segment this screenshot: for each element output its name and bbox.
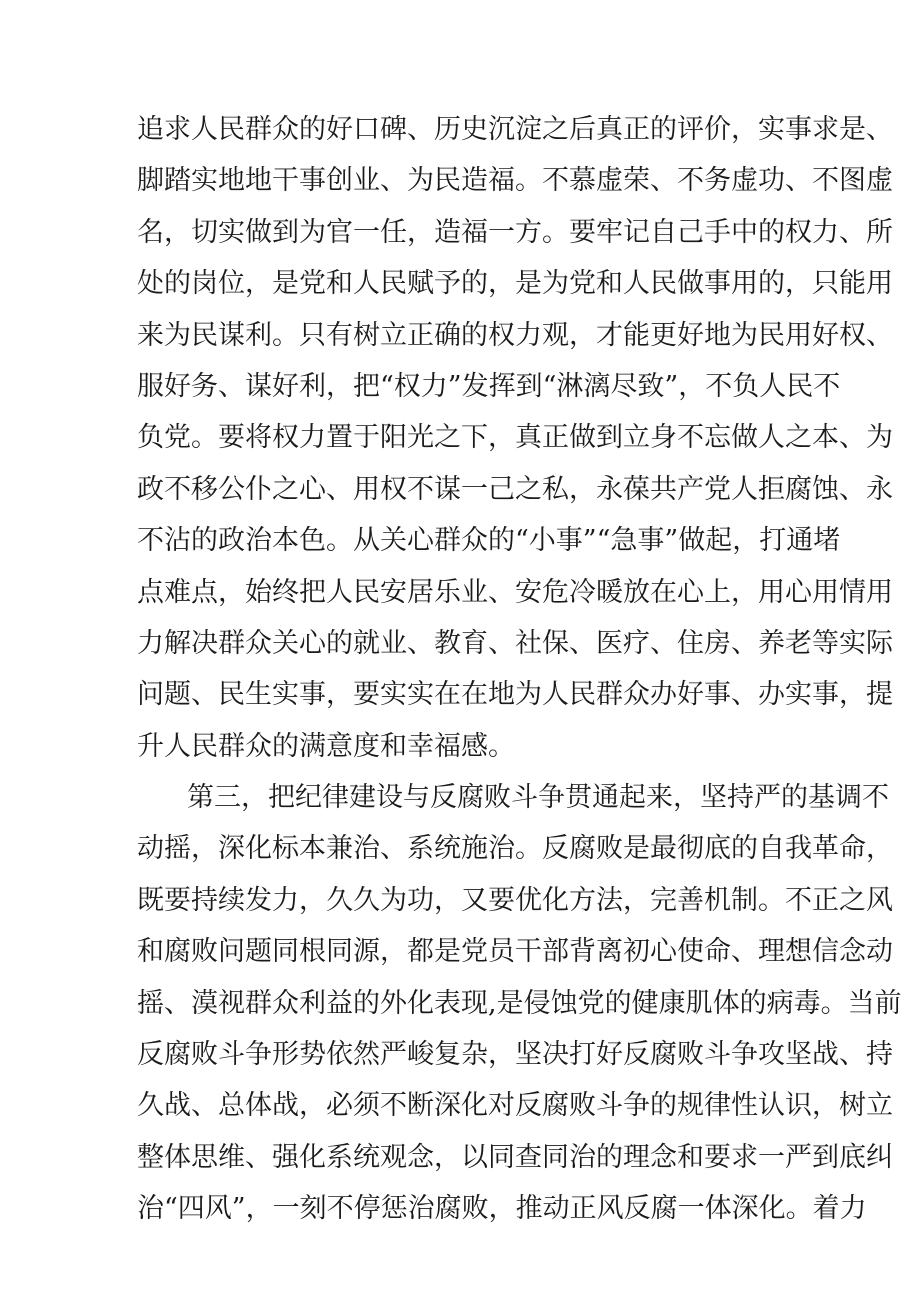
text-line: 处的岗位，是党和人民赋予的，是为党和人民做事用的，只能用: [137, 268, 893, 300]
text-line: 问题、民生实事，要实实在在地为人民群众办好事、办实事，提: [137, 679, 893, 711]
text-line: 脚踏实地地干事创业、为民造福。不慕虚荣、不务虚功、不图虚: [137, 165, 893, 197]
text-line: 整体思维、强化系统观念，以同查同治的理念和要求一严到底纠: [137, 1141, 893, 1173]
text-line: 点难点，始终把人民安居乐业、安危冷暖放在心上，用心用情用: [137, 576, 893, 608]
text-line: 久战、总体战，必须不断深化对反腐败斗争的规律性认识，树立: [137, 1090, 893, 1122]
text-line: 治“四风”，一刻不停惩治腐败，推动正风反腐一体深化。着力: [137, 1193, 867, 1225]
text-line: 既要持续发力，久久为功，又要优化方法，完善机制。不正之风: [137, 884, 893, 916]
text-line: 动摇，深化标本兼治、系统施治。反腐败是最彻底的自我革命，: [137, 833, 893, 865]
text-line: 追求人民群众的好口碑、历史沉淀之后真正的评价，实事求是、: [137, 114, 893, 145]
text-line: 负党。要将权力置于阳光之下，真正做到立身不忘做人之本、为: [137, 422, 893, 454]
text-line: 升人民群众的满意度和幸福感。: [137, 730, 515, 762]
text-line: 和腐败问题同根同源，都是党员干部背离初心使命、理想信念动: [137, 936, 893, 968]
text-line: 第三，把纪律建设与反腐败斗争贯通起来，坚持严的基调不: [187, 782, 889, 814]
document-body: [137, 104, 902, 1235]
text-line: 政不移公仆之心、用权不谋一己之私，永葆共产党人拒腐蚀、永: [137, 473, 893, 505]
text-line: 服好务、谋好利，把“权力”发挥到“淋漓尽致”，不负人民不: [137, 370, 841, 402]
paragraph-2: [137, 772, 902, 1235]
text-line: 名，切实做到为官一任，造福一方。要牢记自己手中的权力、所: [137, 216, 893, 248]
text-line: 摇、漠视群众利益的外化表现,是侵蚀党的健康肌体的病毒。当前: [137, 987, 902, 1019]
text-line: 来为民谋利。只有树立正确的权力观，才能更好地为民用好权、: [137, 319, 893, 351]
text-line: 力解决群众关心的就业、教育、社保、医疗、住房、养老等实际: [137, 627, 893, 659]
text-line: 不沾的政治本色。从关心群众的“小事”“急事”做起，打通堵: [137, 525, 841, 557]
text-line: 反腐败斗争形势依然严峻复杂，坚决打好反腐败斗争攻坚战、持: [137, 1039, 893, 1071]
paragraph-1: [137, 104, 893, 772]
